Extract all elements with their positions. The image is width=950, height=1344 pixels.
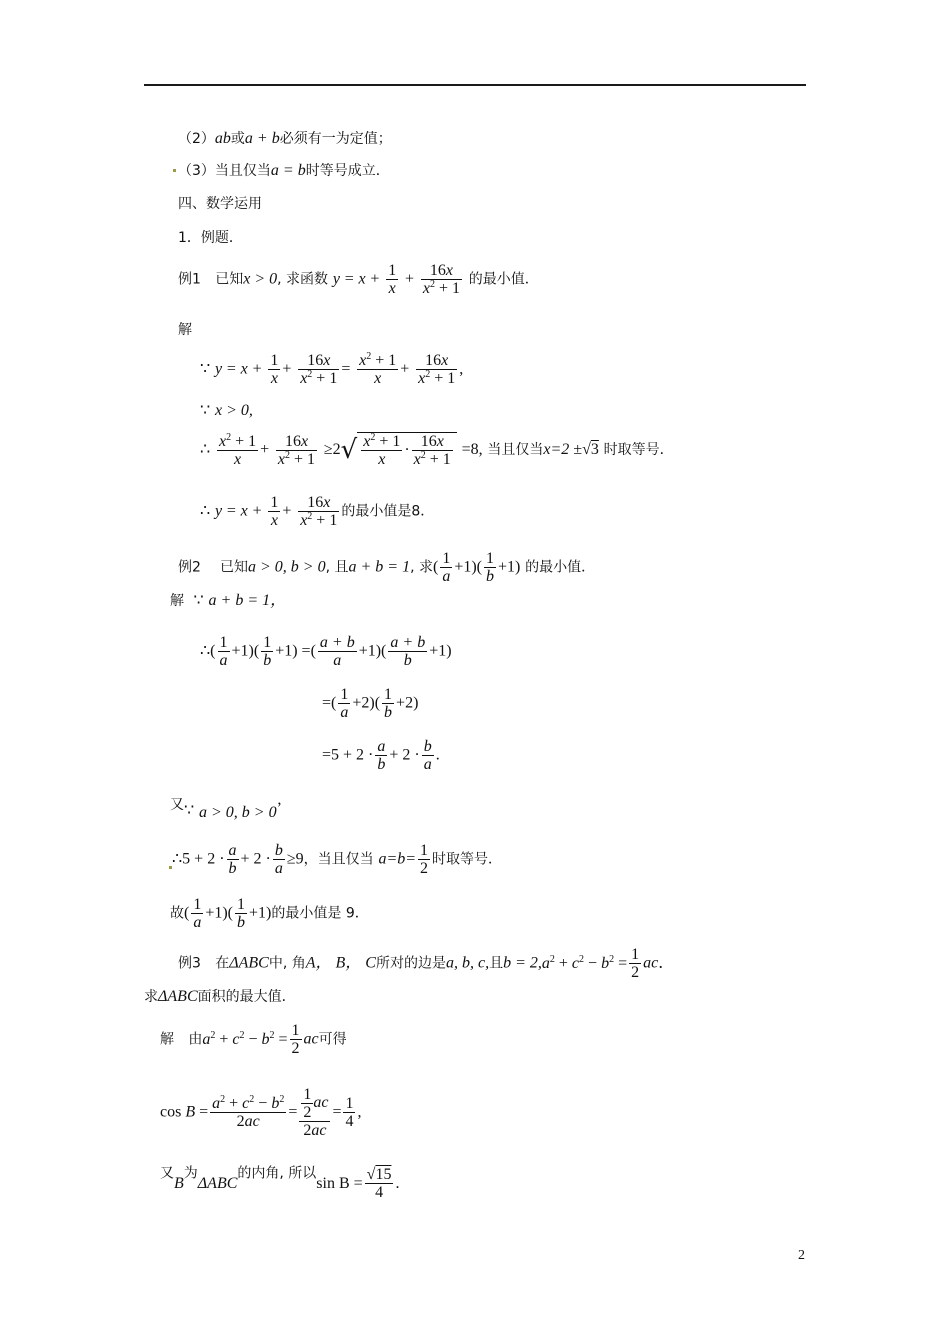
subsection-heading: 1．例题． (178, 230, 243, 246)
solution-1-label: 解 (178, 322, 192, 338)
solution-1-step-4: ∴ y = x + $\frac{1}{x}$ + $\frac{16x}{x^2 + 1}$ 的最小值是8． (200, 494, 435, 529)
section-heading: 四、数学运用 (178, 196, 262, 212)
example-3-line-2: 求ΔABC面积的最大值． (144, 988, 296, 1005)
marker-dot (173, 169, 176, 172)
example-1: 例1 已知x > 0, 求函数 y = x + $\frac{1}{x}$ + $\frac{16x}{x^2 + 1}$ 的最小值． (178, 262, 539, 297)
solution-3-step-3: 又B为ΔABC的内角, 所以sin B = $\frac{√15}{4}$ . (160, 1165, 400, 1201)
condition-3: （3）当且仅当a = b时等号成立． (178, 162, 390, 179)
solution-2-step-1: 解 ∵ a + b = 1， (170, 592, 287, 609)
example-2: 例2 已知a > 0, b > 0, 且a + b = 1, 求( $\frac{1}{a}$ +1)( $\frac{1}{b}$ +1) 的最小值． (178, 550, 596, 585)
header-rule (144, 84, 806, 86)
solution-2-conclusion: 故( $\frac{1}{a}$ +1)( $\frac{1}{b}$ +1)的最小值是 9． (170, 896, 369, 931)
solution-3-step-1: 解 由$a^2 + c^2 - b^2$ = $\frac{1}{2}$ ac可得 (160, 1022, 347, 1057)
solution-3-step-2: cos B = $\frac{a^2 + c^2 - b^2}{2ac}$ = $\frac{1}{2}$ ac 2ac = $\frac{1}{4}$ , (160, 1086, 362, 1139)
solution-1-step-3: ∴ $\frac{x^2 + 1}{x}$ + $\frac{16x}{x^2 + 1}$ ≥2√ $\frac{x^2 + 1}{x}$ · $\frac{16x}{x^2 + 1}$ =8, 当且仅当x=2 ±√3 时取等号． (200, 431, 674, 468)
solution-1-step-2: ∵ x > 0, (200, 402, 253, 419)
condition-2: （2）ab或a + b必须有一为定值； (178, 130, 392, 147)
solution-2-again: 又∵ a > 0, b > 0’ (170, 797, 282, 821)
solution-2-step-5: ∴5 + 2 · $\frac{a}{b}$ + 2 · $\frac{b}{a}$ ≥9，当且仅当 a=b= $\frac{1}{2}$ 时取等号． (172, 842, 503, 877)
example-3: 例3 在ΔABC中, 角A， B， C所对的边是a, b, c,且$b = 2,a^2 + c^2 - b^2$ = $\frac{1}{2}$ ac． (178, 946, 675, 981)
solution-2-step-4: =5 + 2 · $\frac{a}{b}$ + 2 · $\frac{b}{a}$ . (322, 738, 440, 773)
solution-1-step-1: ∵ y = x + $\frac{1}{x}$ + $\frac{16x}{x^2 + 1}$ = $\frac{x^2 + 1}{x}$ + $\frac{16x}{x^2 + 1}$ , (200, 351, 464, 387)
solution-2-step-2: ∴( $\frac{1}{a}$ +1)( $\frac{1}{b}$ +1) =( $\frac{a + b}{a}$ +1)( $\frac{a + b}{b}$ +1) (200, 634, 452, 669)
page-number: 2 (798, 1248, 805, 1263)
solution-2-step-3: =( $\frac{1}{a}$ +2)( $\frac{1}{b}$ +2) (322, 686, 419, 721)
